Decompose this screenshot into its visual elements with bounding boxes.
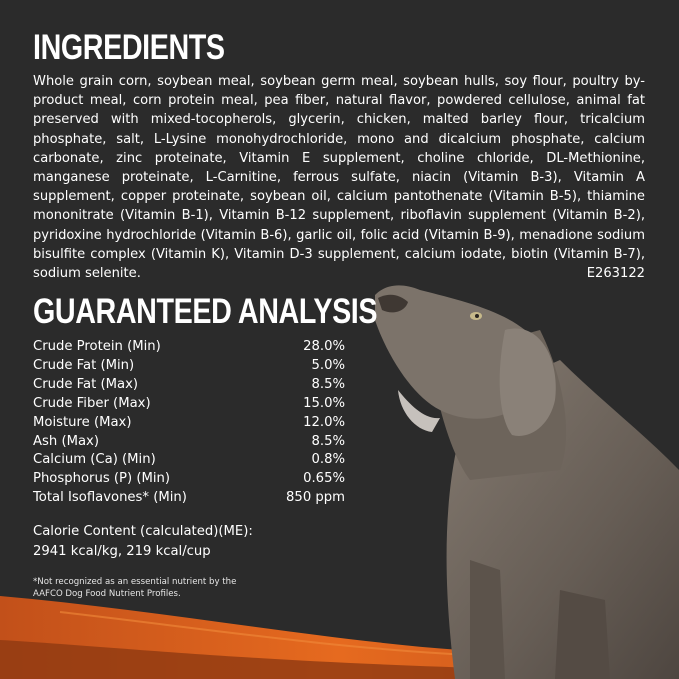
analysis-row [33, 470, 345, 489]
ingredients-list [33, 72, 645, 283]
analysis-value: 12.0% [303, 414, 345, 430]
analysis-row [33, 451, 345, 470]
analysis-row [33, 338, 345, 357]
analysis-label: Total Isoflavones* (Min) [33, 490, 187, 506]
ingredients-heading: INGREDIENTS [33, 28, 225, 67]
analysis-row [33, 376, 345, 395]
analysis-value: 850 ppm [286, 490, 345, 506]
footnote-line: AAFCO Dog Food Nutrient Profiles. [33, 588, 181, 599]
footnote-line: *Not recognized as an essential nutrient by the [33, 577, 237, 587]
calorie-content [33, 522, 253, 561]
calorie-label: Calorie Content (calculated)(ME): [33, 524, 253, 539]
analysis-row [33, 357, 345, 376]
analysis-label: Crude Fiber (Max) [33, 395, 151, 411]
analysis-value: 15.0% [303, 395, 345, 411]
product-code: E263122 [586, 266, 645, 282]
analysis-row [33, 395, 345, 414]
analysis-value: 5.0% [311, 357, 345, 373]
guaranteed-analysis-table [33, 338, 345, 508]
analysis-value: 0.65% [303, 471, 345, 487]
analysis-label: Crude Protein (Min) [33, 339, 161, 354]
analysis-label: Ash (Max) [33, 433, 99, 449]
ingredients-text: Whole grain corn, soybean meal, soybean germ meal, soybean hulls, soy flour, poultry by-product meal, corn protein meal, pea fiber, natural flavor, powdered cellulose, animal fat preserved with mixed-tocopherols, glycerin, chicken, malted barley flour, tricalcium phosphate, salt, L-Lysine monohydrochloride, mono and dicalcium phosphate, calcium carbonate, zinc proteinate, Vitamin E supplement, choline chloride, DL-Methionine, manganese proteinate, L-Carnitine, ferrous sulfate, niacin (Vitamin B-3), Vitamin A supplement, copper proteinate, soybean oil, calcium pantothenate (Vitamin B-5), thiamine mononitrate (Vitamin B-1), Vitamin B-12 supplement, riboflavin supplement (Vitamin B-2), pyridoxine hydrochloride (Vitamin B-6), garlic oil, folic acid (Vitamin B-9), menadione sodium bisulfite complex (Vitamin K), Vitamin D-3 supplement, calcium iodate, biotin (Vitamin B-7), sodium selenite. [33, 74, 645, 282]
guaranteed-analysis-heading: GUARANTEED ANALYSIS [33, 292, 378, 331]
analysis-label: Phosphorus (P) (Min) [33, 471, 171, 487]
calorie-value: 2941 kcal/kg, 219 kcal/cup [33, 543, 211, 559]
analysis-value: 8.5% [311, 433, 345, 449]
analysis-label: Crude Fat (Min) [33, 357, 135, 373]
analysis-label: Crude Fat (Max) [33, 376, 139, 392]
analysis-row [33, 433, 345, 452]
analysis-value: 28.0% [303, 339, 345, 354]
analysis-row [33, 414, 345, 433]
analysis-row [33, 489, 345, 508]
analysis-label: Calcium (Ca) (Min) [33, 452, 156, 468]
analysis-value: 8.5% [311, 376, 345, 392]
analysis-value: 0.8% [311, 452, 345, 468]
analysis-label: Moisture (Max) [33, 414, 132, 430]
footnote [33, 577, 236, 600]
